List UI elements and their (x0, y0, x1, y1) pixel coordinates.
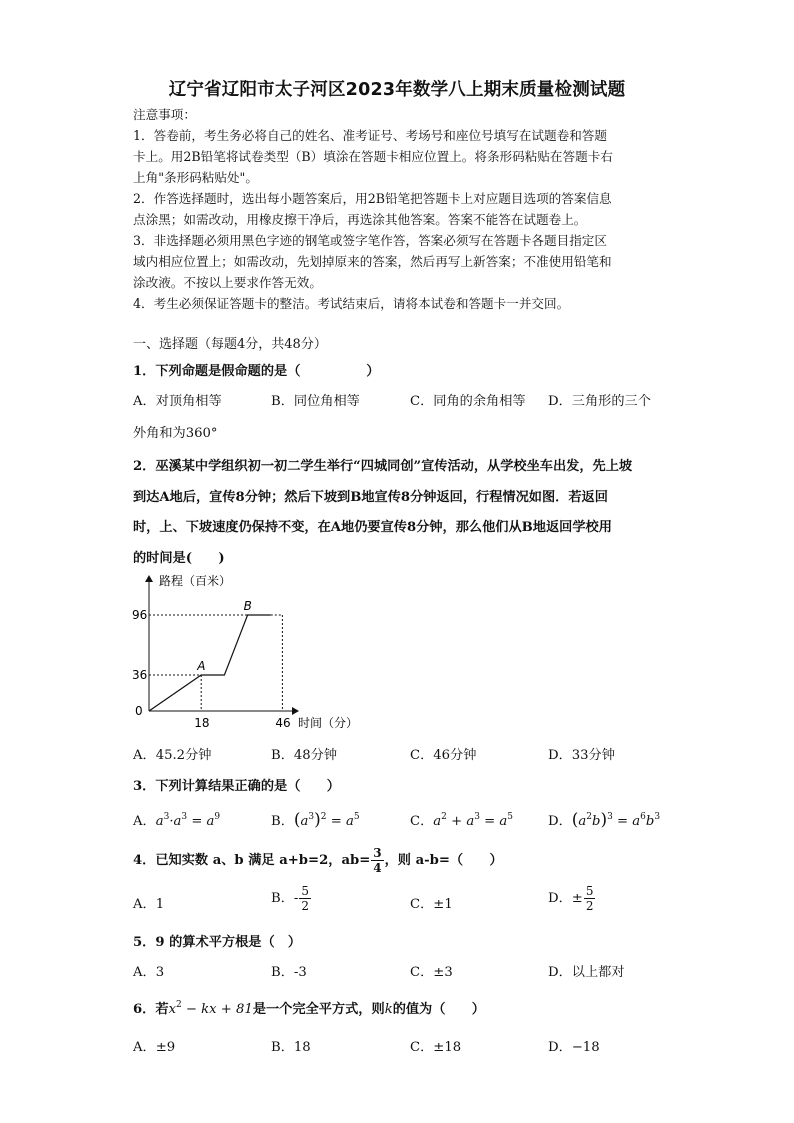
q2-line: 到达A地后，宣传8分钟；然后下坡到B地宣传8分钟返回，行程情况如图．若返回 (133, 490, 608, 505)
q5-stem: 5．9 的算术平方根是（ ） (133, 935, 302, 950)
q6-option-a: A．±9 (133, 1040, 176, 1055)
x-tick-label: 0 (135, 704, 143, 718)
q6-option-c: C．±18 (410, 1040, 462, 1055)
q2-option-b: B．48分钟 (271, 748, 338, 763)
notice-line: 4．考生必须保证答题卡的整洁。考试结束后，请将本试卷和答题卡一并交回。 (133, 296, 570, 311)
notice-line: 点涂黑；如需改动，用橡皮擦干净后，再选涂其他答案。答案不能答在试题卷上。 (133, 212, 587, 227)
q5-option-d: D．以上都对 (548, 965, 625, 980)
page-title: 辽宁省辽阳市太子河区2023年数学八上期末质量检测试题 (168, 80, 626, 100)
q4-fraction-num: 3 (373, 846, 382, 860)
q6-option-b: B．18 (271, 1040, 311, 1055)
distance-time-chart (128, 570, 368, 730)
q3-option-c (410, 810, 513, 829)
q4-option-d (548, 884, 596, 913)
q4-option-c: C．±1 (410, 897, 453, 912)
distance-series-line (149, 615, 271, 711)
q1-option-b: B．同位角相等 (271, 394, 360, 409)
q3-option-d (548, 810, 660, 830)
q1-stem: 1．下列命题是假命题的是（ ） (133, 364, 380, 379)
notice-block (133, 104, 673, 314)
q3-option-b-formula: $(a^3)^2 = a^5$ (293, 810, 360, 830)
q4-stem (133, 846, 503, 875)
x-axis-label: 时间（分） (298, 716, 359, 730)
q1-option-d: D．三角形的三个 (548, 394, 651, 409)
q5-option-a: A．3 (133, 965, 165, 980)
q2-line: 的时间是( ) (133, 551, 225, 566)
q4-fraction (371, 846, 383, 875)
q4-option-b-fraction (299, 884, 311, 913)
q4-fraction-den: 4 (373, 861, 382, 875)
q4-option-d-fraction (584, 884, 596, 913)
q1-option-a: A．对顶角相等 (133, 394, 222, 409)
q2-line: 时，上、下坡速度仍保持不变，在A地仍要宣传8分钟，那么他们从B地返回学校用 (133, 520, 612, 535)
notice-line: 2．作答选择题时，选出每小题答案后，用2B铅笔把答题卡上对应题目选项的答案信息 (133, 191, 612, 206)
q6-stem (133, 998, 485, 1017)
q5-option-b: B．-3 (271, 965, 307, 980)
notice-line: 域内相应位置上；如需改动，先划掉原来的答案，然后再写上新答案；不准使用铅笔和 (133, 254, 612, 269)
q3-option-d-label: D． (548, 814, 572, 829)
q1-option-d-cont: 外角和为360° (133, 426, 218, 441)
q6-stem-pre: 6．若 (133, 1002, 169, 1017)
q3-option-d-formula: $(a^2b)^3 = a^6b^3$ (571, 810, 661, 830)
q4-option-d-num: 5 (585, 884, 594, 898)
notice-line: 1．答卷前，考生务必将自己的姓名、准考证号、考场号和座位号填写在试题卷和答题 (133, 128, 607, 143)
q4-option-b-label: B．- (271, 891, 299, 906)
q3-option-a-formula: $a^3\cdot a^3 = a^9$ (155, 812, 221, 829)
q4-stem-pre: 4．已知实数 a、b 满足 a+b=2，ab= (133, 853, 371, 868)
q4-option-b-den: 2 (301, 899, 309, 913)
q4-option-b (271, 884, 312, 913)
q6-variable-k: k (384, 1002, 393, 1017)
section-heading: 一、选择题（每题4分，共48分） (133, 337, 327, 352)
q4-option-d-den: 2 (585, 899, 594, 913)
q6-stem-post: 是一个完全平方式，则 (252, 1002, 385, 1017)
y-tick-label: 96 (132, 608, 148, 622)
q3-option-b-label: B． (271, 814, 294, 829)
y-axis-label: 路程（百米） (159, 574, 232, 588)
q4-stem-post: ，则 a-b=（ ） (384, 853, 503, 868)
notice-line: 涂改液。不按以上要求作答无效。 (133, 275, 322, 290)
q2-option-d: D．33分钟 (548, 748, 615, 763)
q2-option-c: C．46分钟 (410, 748, 477, 763)
q3-option-b (271, 810, 360, 830)
q6-option-d: D．−18 (548, 1040, 600, 1055)
q3-option-a (133, 810, 220, 829)
point-label-B: B (243, 599, 252, 613)
notice-heading: 注意事项： (133, 107, 196, 122)
q2-line: 2．巫溪某中学组织初一初二学生举行“四城同创”宣传活动，从学校坐车出发，先上坡 (133, 459, 633, 474)
q6-expression: $x^2$ − kx + 81 (168, 1000, 253, 1017)
q5-option-c: C．±3 (410, 965, 453, 980)
q4-option-d-label: D．± (548, 891, 583, 906)
q3-option-c-formula: $a^2 + a^3 = a^5$ (433, 812, 513, 829)
x-tick-label: 46 (275, 716, 291, 730)
q6-stem-end: 的值为（ ） (392, 1002, 485, 1017)
q4-option-a: A．1 (133, 897, 165, 912)
y-tick-label: 36 (132, 668, 148, 682)
notice-line: 上角"条形码粘贴处"。 (133, 170, 258, 185)
q3-stem: 3．下列计算结果正确的是（ ） (133, 779, 340, 794)
q1-option-c: C．同角的余角相等 (410, 394, 526, 409)
x-tick-label: 18 (194, 716, 210, 730)
notice-line: 3．非选择题必须用黑色字迹的钢笔或签字笔作答，答案必须写在答题卡各题目指定区 (133, 233, 607, 248)
q2-option-a: A．45.2分钟 (133, 748, 212, 763)
point-label-A: A (197, 659, 206, 673)
q3-option-c-label: C． (410, 814, 434, 829)
q3-option-a-label: A． (133, 814, 156, 829)
q4-option-b-num: 5 (301, 884, 309, 898)
notice-line: 卡上。用2B铅笔将试卷类型（B）填涂在答题卡相应位置上。将条形码粘贴在答题卡右 (133, 149, 613, 164)
